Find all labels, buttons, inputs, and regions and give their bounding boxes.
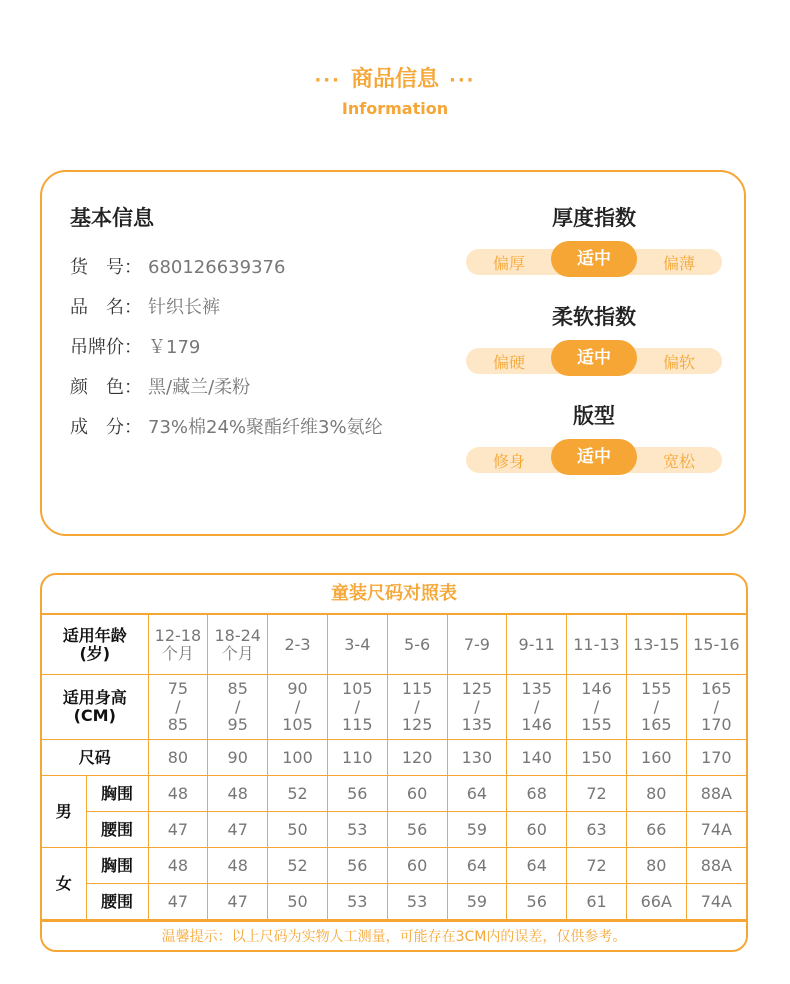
section-header <box>0 64 790 118</box>
size-header: 尺码 <box>42 740 148 776</box>
info-value: 黑/藏兰/柔粉 <box>148 377 251 398</box>
fit-scale <box>466 447 722 473</box>
dots-right-icon: ··· <box>449 70 476 91</box>
table-cell: 18-24 个月 <box>208 615 268 675</box>
scale-option-selected: 适中 <box>551 439 637 475</box>
basic-info <box>70 202 383 448</box>
table-cell: 72 <box>567 848 627 884</box>
table-row-female-chest <box>42 848 746 884</box>
table-row-size <box>42 740 746 776</box>
table-cell: 135 / 146 <box>507 675 567 740</box>
scale-option-right: 偏软 <box>662 352 695 372</box>
table-cell: 50 <box>268 884 328 920</box>
table-cell: 146 / 155 <box>567 675 627 740</box>
info-row-price <box>70 328 383 368</box>
fit-index-title: 版型 <box>573 404 615 428</box>
info-value: 73%棉24%聚酯纤维3%氨纶 <box>148 417 383 438</box>
table-cell: 80 <box>626 776 686 812</box>
scale-option-selected: 适中 <box>551 241 637 277</box>
table-cell: 66A <box>626 884 686 920</box>
info-value: ￥179 <box>148 337 201 358</box>
table-cell: 60 <box>387 776 447 812</box>
male-label: 男 <box>42 776 86 848</box>
scale-option-selected: 适中 <box>551 340 637 376</box>
softness-scale <box>466 348 722 374</box>
table-cell: 56 <box>387 812 447 848</box>
table-cell: 47 <box>148 884 208 920</box>
table-cell: 100 <box>268 740 328 776</box>
scale-option-left: 修身 <box>492 451 525 471</box>
product-info-card <box>40 170 746 536</box>
table-cell: 59 <box>447 812 507 848</box>
table-cell: 5-6 <box>387 615 447 675</box>
table-cell: 61 <box>567 884 627 920</box>
info-label: 颜 色： <box>70 377 142 398</box>
softness-index-title: 柔软指数 <box>552 305 636 329</box>
table-cell: 130 <box>447 740 507 776</box>
table-cell: 110 <box>327 740 387 776</box>
info-row-color <box>70 368 383 408</box>
table-cell: 47 <box>148 812 208 848</box>
table-cell: 52 <box>268 776 328 812</box>
size-chart <box>40 573 748 952</box>
basic-info-title: 基本信息 <box>70 206 154 230</box>
table-cell: 63 <box>567 812 627 848</box>
table-cell: 48 <box>208 776 268 812</box>
table-cell: 53 <box>327 812 387 848</box>
table-cell: 48 <box>148 776 208 812</box>
table-cell: 60 <box>387 848 447 884</box>
table-cell: 56 <box>507 884 567 920</box>
table-cell: 53 <box>327 884 387 920</box>
size-chart-title: 童装尺码对照表 <box>42 575 746 615</box>
table-cell: 48 <box>148 848 208 884</box>
table-cell: 140 <box>507 740 567 776</box>
table-cell: 105 / 115 <box>327 675 387 740</box>
table-cell: 9-11 <box>507 615 567 675</box>
size-table <box>42 615 746 920</box>
table-cell: 12-18 个月 <box>148 615 208 675</box>
table-row-age <box>42 615 746 675</box>
table-cell: 7-9 <box>447 615 507 675</box>
info-value: 680126639376 <box>148 257 286 278</box>
table-cell: 47 <box>208 812 268 848</box>
chest-header: 胸围 <box>86 848 148 884</box>
table-cell: 60 <box>507 812 567 848</box>
table-row-female-waist <box>42 884 746 920</box>
table-cell: 74A <box>686 884 746 920</box>
table-cell: 90 <box>208 740 268 776</box>
table-cell: 64 <box>447 848 507 884</box>
table-cell: 66 <box>626 812 686 848</box>
section-title <box>0 64 790 97</box>
table-cell: 59 <box>447 884 507 920</box>
section-title-text: 商品信息 <box>350 67 439 92</box>
waist-header: 腰围 <box>86 812 148 848</box>
table-cell: 48 <box>208 848 268 884</box>
thickness-index-title: 厚度指数 <box>552 206 636 230</box>
info-label: 成 分： <box>70 417 142 438</box>
fabric-indexes <box>466 202 722 499</box>
scale-option-left: 偏硬 <box>492 352 525 372</box>
info-label: 品 名： <box>70 297 142 318</box>
info-label: 货 号： <box>70 257 142 278</box>
table-cell: 15-16 <box>686 615 746 675</box>
table-cell: 115 / 125 <box>387 675 447 740</box>
height-header: 适用身高 (CM) <box>42 675 148 740</box>
table-cell: 47 <box>208 884 268 920</box>
size-chart-note: 温馨提示：以上尺码为实物人工测量，可能存在3CM内的误差，仅供参考。 <box>42 920 746 952</box>
table-cell: 64 <box>447 776 507 812</box>
table-row-male-chest <box>42 776 746 812</box>
table-cell: 3-4 <box>327 615 387 675</box>
table-cell: 120 <box>387 740 447 776</box>
table-cell: 56 <box>327 848 387 884</box>
table-cell: 155 / 165 <box>626 675 686 740</box>
section-subtitle: Information <box>341 99 449 118</box>
table-cell: 150 <box>567 740 627 776</box>
table-cell: 68 <box>507 776 567 812</box>
table-cell: 88A <box>686 776 746 812</box>
info-row-material <box>70 408 383 448</box>
age-header: 适用年龄 (岁) <box>42 615 148 675</box>
female-label: 女 <box>42 848 86 920</box>
scale-option-right: 偏薄 <box>662 253 695 273</box>
table-cell: 88A <box>686 848 746 884</box>
dots-left-icon: ··· <box>314 70 341 91</box>
table-cell: 165 / 170 <box>686 675 746 740</box>
table-row-male-waist <box>42 812 746 848</box>
table-cell: 85 / 95 <box>208 675 268 740</box>
table-cell: 52 <box>268 848 328 884</box>
table-cell: 125 / 135 <box>447 675 507 740</box>
table-cell: 75 / 85 <box>148 675 208 740</box>
table-cell: 74A <box>686 812 746 848</box>
thickness-scale <box>466 249 722 275</box>
table-cell: 160 <box>626 740 686 776</box>
table-cell: 53 <box>387 884 447 920</box>
waist-header: 腰围 <box>86 884 148 920</box>
info-label: 吊牌价： <box>70 337 142 358</box>
scale-option-left: 偏厚 <box>492 253 525 273</box>
table-cell: 80 <box>148 740 208 776</box>
table-cell: 11-13 <box>567 615 627 675</box>
table-cell: 56 <box>327 776 387 812</box>
table-cell: 170 <box>686 740 746 776</box>
table-cell: 80 <box>626 848 686 884</box>
table-cell: 72 <box>567 776 627 812</box>
table-cell: 2-3 <box>268 615 328 675</box>
info-row-name <box>70 288 383 328</box>
info-value: 针织长裤 <box>148 297 220 318</box>
table-cell: 64 <box>507 848 567 884</box>
info-row-sku <box>70 248 383 288</box>
chest-header: 胸围 <box>86 776 148 812</box>
table-row-height <box>42 675 746 740</box>
table-cell: 90 / 105 <box>268 675 328 740</box>
table-cell: 13-15 <box>626 615 686 675</box>
scale-option-right: 宽松 <box>662 451 695 471</box>
table-cell: 50 <box>268 812 328 848</box>
